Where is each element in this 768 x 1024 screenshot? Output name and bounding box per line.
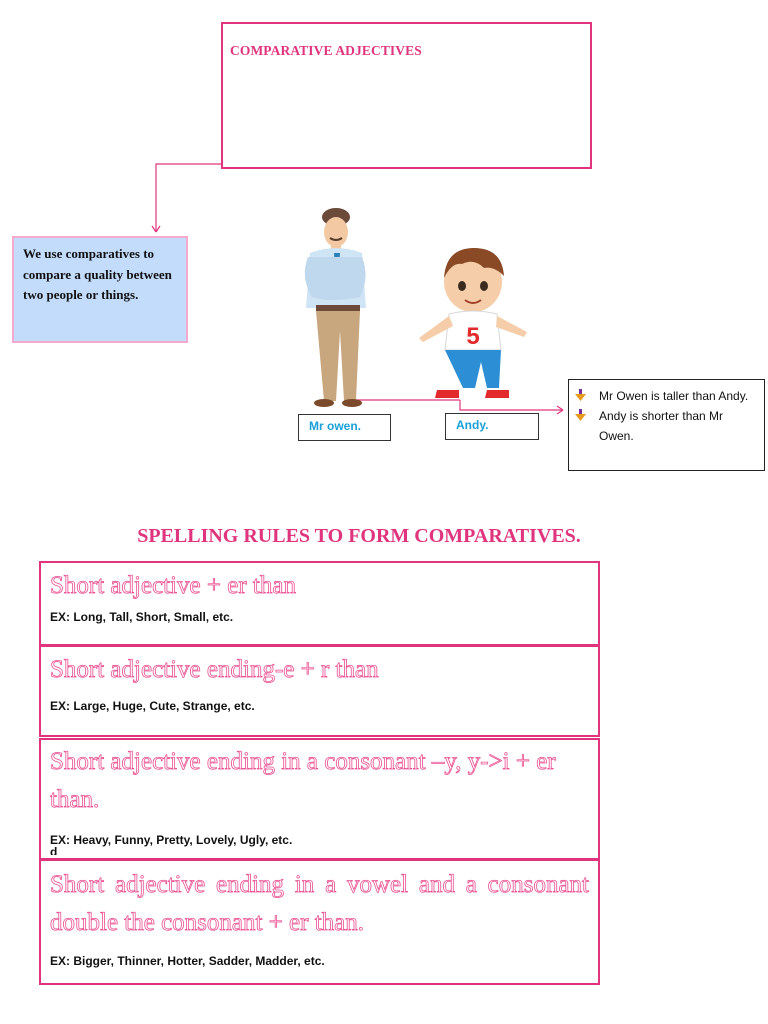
arrow-down-bullet-icon [575, 389, 586, 401]
stray-character: d [50, 847, 58, 855]
rule-box [39, 738, 600, 860]
example-text: Mr Owen is taller than Andy. [599, 389, 749, 403]
example-text: Andy is shorter than Mr Owen. [599, 409, 724, 443]
mr-owen-illustration [290, 205, 370, 410]
rule-title: Short adjective ending in a consonant –y, y->i + er than. [50, 748, 556, 813]
arrow-down-bullet-icon [575, 409, 586, 421]
page-title: COMPARATIVE ADJECTIVES [230, 43, 422, 58]
rule-title: Short adjective ending-e + r than [50, 656, 379, 683]
example-item [599, 386, 758, 406]
rule-example: EX: Heavy, Funny, Pretty, Lovely, Ugly, etc. [50, 833, 293, 847]
andy-label: Andy. [445, 413, 539, 440]
rules-heading: SPELLING RULES TO FORM COMPARATIVES. [137, 525, 581, 547]
rule-box [39, 859, 600, 985]
rule-title: Short adjective + er than [50, 572, 296, 599]
examples-box [568, 379, 765, 471]
definition-box: We use comparatives to compare a quality between two people or things. [12, 236, 188, 343]
rule-title: Short adjective ending in a vowel and a consonant double the consonant + er than. [50, 871, 589, 936]
rule-example: EX: Large, Huge, Cute, Strange, etc. [50, 699, 255, 713]
rule-box [39, 645, 600, 737]
shirt-number: 5 [466, 323, 480, 350]
mr-owen-label: Mr owen. [298, 414, 391, 441]
rule-example: EX: Long, Tall, Short, Small, etc. [50, 610, 234, 624]
example-item [599, 406, 758, 446]
rule-example: EX: Bigger, Thinner, Hotter, Sadder, Madder, etc. [50, 954, 325, 968]
andy-illustration [415, 248, 535, 403]
rule-box [39, 561, 600, 646]
